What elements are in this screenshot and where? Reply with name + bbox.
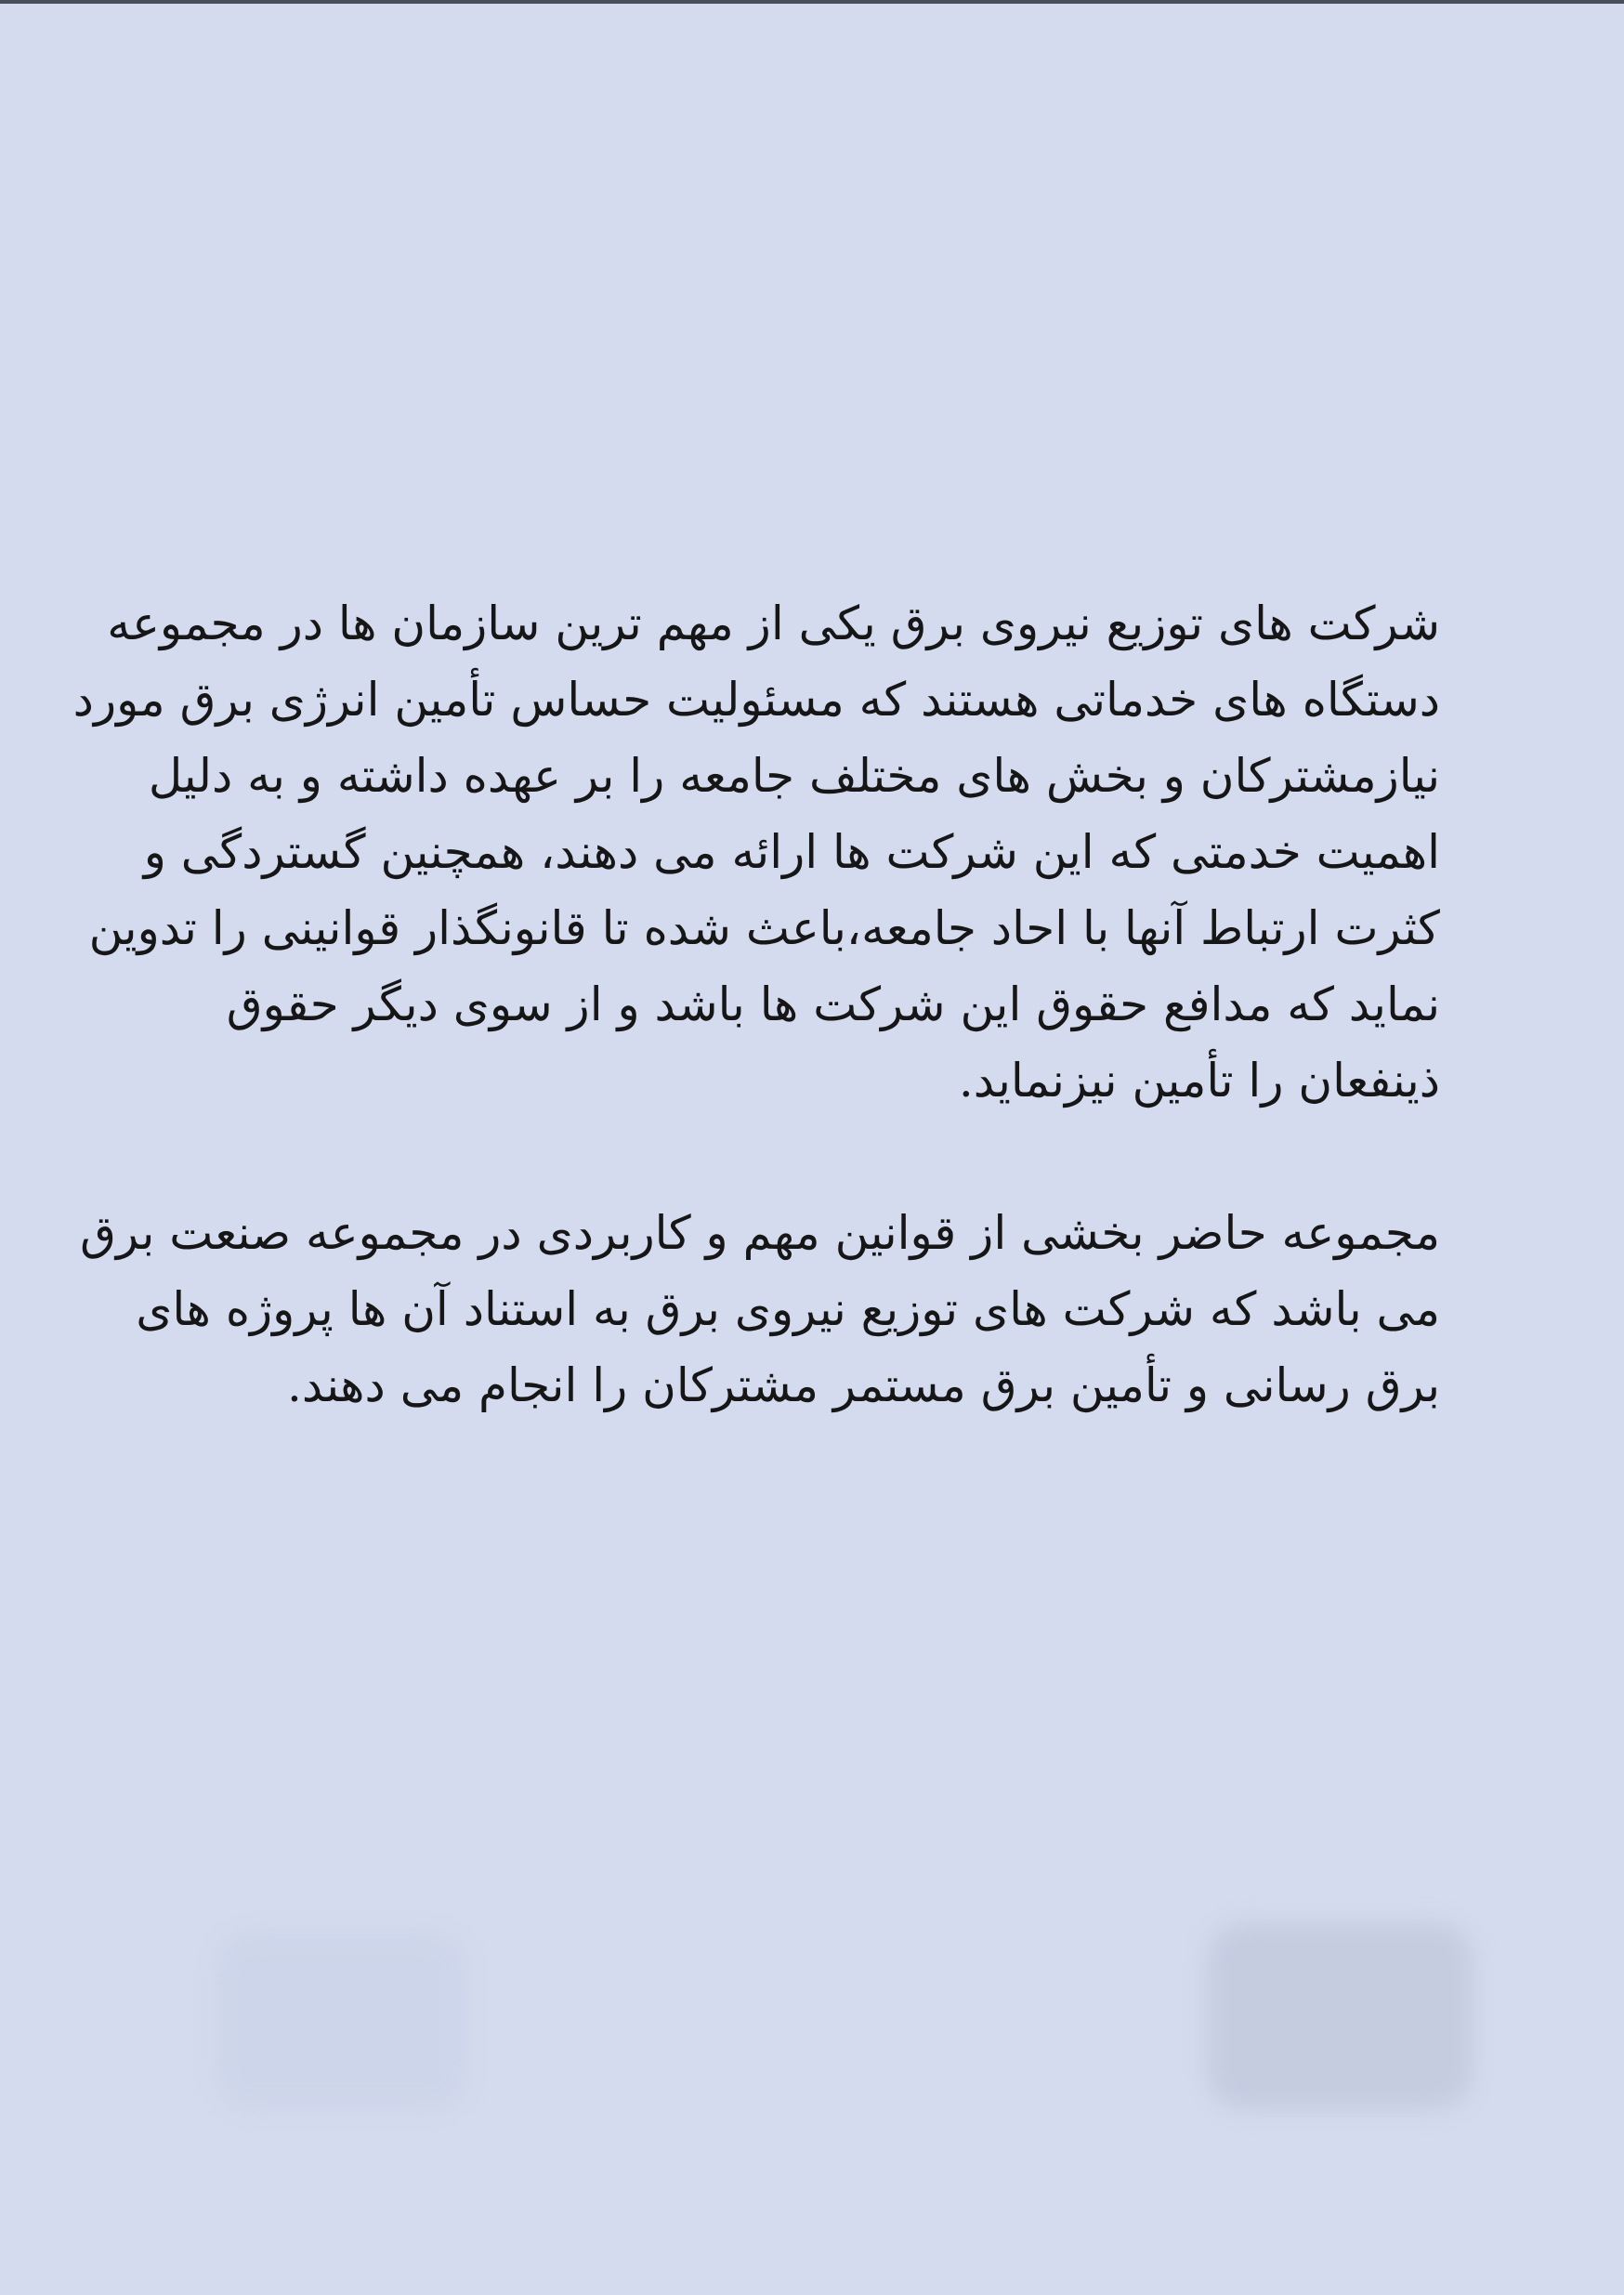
text-line: کثرت ارتباط آنها با احاد جامعه،باعث شده تا قانونگذار قوانینی را تدوین bbox=[88, 901, 1440, 955]
paragraph-collection bbox=[80, 1195, 1440, 1423]
text-line: اهمیت خدمتی که این شرکت ها ارائه می دهند، همچنین گستردگی و bbox=[143, 825, 1440, 879]
document-body bbox=[72, 585, 1440, 1423]
text-line: نیازمشترکان و بخش های مختلف جامعه را بر عهده داشته و به دلیل bbox=[148, 749, 1440, 803]
text-line: می باشد که شرکت های توزیع نیروی برق به استناد آن ها پروژه های bbox=[136, 1282, 1440, 1336]
text-line: ذینفعان را تأمین نیزنماید. bbox=[958, 1054, 1440, 1108]
faint-smudge-left bbox=[216, 1933, 466, 2109]
faint-smudge-right bbox=[1208, 1923, 1473, 2109]
text-line: دستگاه های خدماتی هستند که مسئولیت حساس تأمین انرژی برق مورد bbox=[72, 673, 1440, 727]
text-line: برق رسانی و تأمین برق مستمر مشترکان را انجام می دهند. bbox=[286, 1358, 1440, 1412]
text-line: نماید که مدافع حقوق این شرکت ها باشد و از سوی دیگر حقوق bbox=[226, 977, 1440, 1031]
text-line: مجموعه حاضر بخشی از قوانین مهم و کاربردی در مجموعه صنعت برق bbox=[80, 1206, 1440, 1260]
top-border-line bbox=[0, 0, 1624, 4]
text-line: شرکت های توزیع نیروی برق یکی از مهم ترین سازمان ها در مجموعه bbox=[107, 597, 1440, 650]
paragraph-intro bbox=[72, 585, 1440, 1119]
